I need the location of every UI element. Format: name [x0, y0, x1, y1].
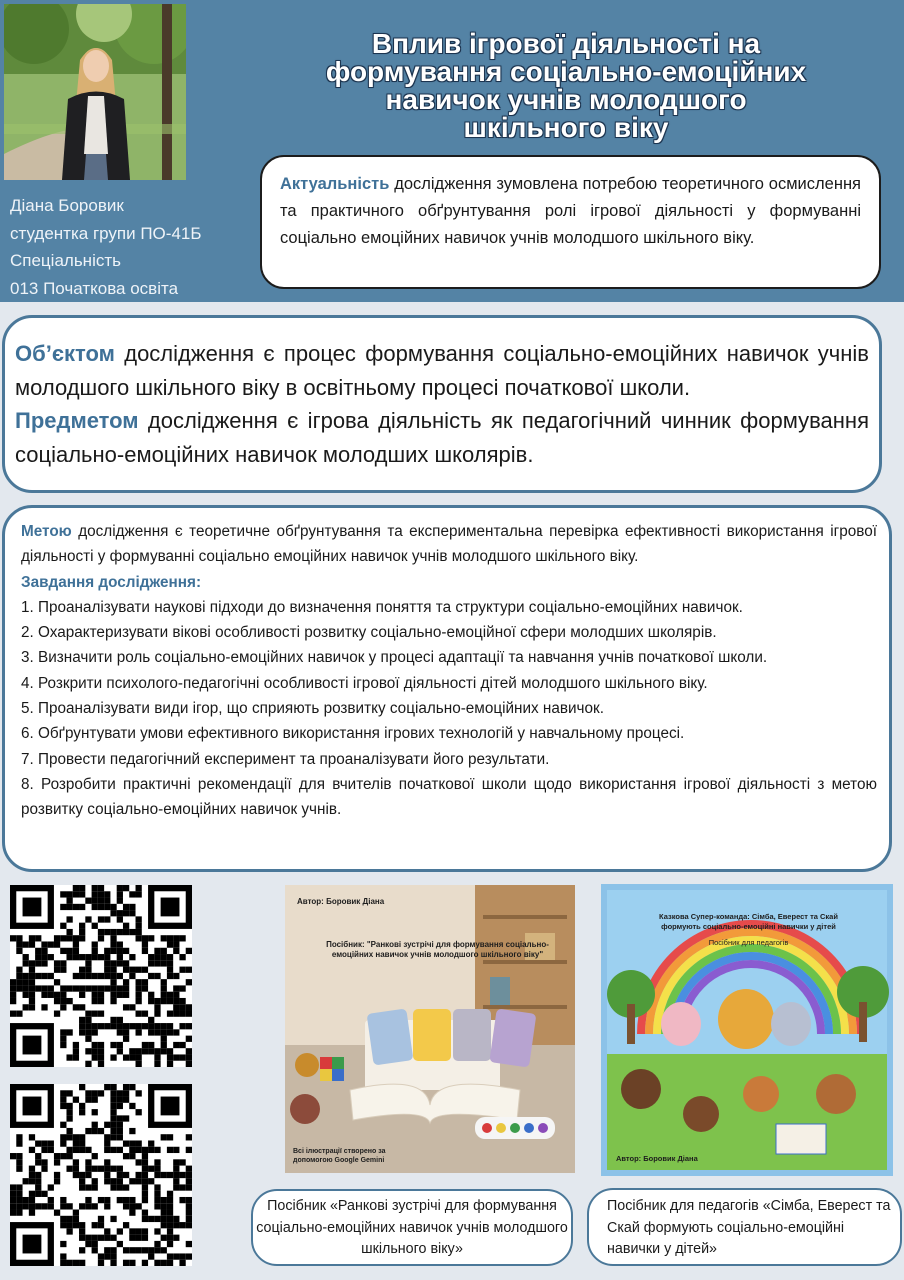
- author-name: Діана Боровик: [10, 196, 124, 215]
- book2-cover-subtitle: Посібник для педагогів: [708, 938, 789, 947]
- author-info: [10, 192, 250, 302]
- object-text: дослідження є процес формування соціально-емоційних навичок учнів молодшого шкільного віку в освітньому процесі початкової школи.: [15, 341, 869, 400]
- author-specialty-label: Спеціальність: [10, 251, 121, 270]
- author-specialty: 013 Початкова освіта: [10, 278, 179, 298]
- goal-keyword: Метою: [21, 523, 72, 540]
- book2-caption: Посібник для педагогів «Сімба, Еверест та Скай формують соціально-емоційні навички у дітей»: [587, 1188, 902, 1266]
- subject-text: дослідження є ігрова діяльність як педагогічний чинник формування соціально-емоційних навичок молодших школярів.: [15, 408, 869, 467]
- book2-cover-title: Казкова Супер-команда: Сімба, Еверест та Скай формують соціально-емоційні навички у дітей: [659, 912, 838, 931]
- qr-code-2[interactable]: [10, 1084, 192, 1266]
- task-item: 4. Розкрити психолого-педагогічні особливості ігрової діяльності дітей молодшого шкільного віку.: [21, 674, 708, 692]
- tasks-title: Завдання дослідження:: [21, 573, 202, 591]
- task-item: 8. Розробити практичні рекомендації для вчителів початкової школи щодо використання ігрової діяльності з метою розвитку соціально-емоційних навичок учнів.: [21, 775, 877, 819]
- object-keyword: Об’єктом: [15, 341, 115, 366]
- author-photo: [4, 4, 186, 180]
- goal-text: дослідження є теоретичне обґрунтування та експериментальна перевірка ефективності використання ігрової діяльності у формуванні соціально емоційних навичок учнів молодшого шкільного віку.: [21, 523, 877, 566]
- author-group: студентка групи ПО-41Б: [10, 223, 202, 243]
- book1-cover-note: Всі ілюстрації створено за допомогою Google Gemini: [293, 1148, 386, 1164]
- book1-caption: Посібник «Ранкові зустрічі для формування соціально-емоційних навичок учнів молодшого шкільного віку»: [251, 1189, 573, 1266]
- title-line: формування соціально-емоційних: [325, 56, 807, 87]
- book1-cover: [285, 885, 575, 1173]
- book2-cover: [601, 884, 893, 1176]
- title-line: навичок учнів молодшого: [385, 84, 747, 115]
- poster-title: [228, 30, 904, 142]
- task-item: 3. Визначити роль соціально-емоційних навичок у процесі адаптації та навчання учнів початкової школи.: [21, 649, 768, 667]
- relevance-text: дослідження зумовлена потребою теоретичного осмислення та практичного обґрунтування ролі ігрової діяльності у формуванні соціально емоційних навичок учнів молодшого шкільного віку.: [280, 175, 861, 247]
- task-item: 5. Проаналізувати види ігор, що сприяють розвитку соціально-емоційних навичок.: [21, 700, 604, 718]
- task-item: 1. Проаналізувати наукові підходи до визначення поняття та структури соціально-емоційних навичок.: [21, 598, 743, 616]
- task-item: 7. Провести педагогічний експеримент та проаналізувати його результати.: [21, 750, 550, 768]
- task-item: 6. Обґрунтувати умови ефективного використання ігрових технологій у навчальному процесі.: [21, 725, 685, 743]
- title-line: Вплив ігрової діяльності на: [371, 28, 761, 59]
- qr-code-1[interactable]: [10, 885, 192, 1067]
- book2-cover-author: Автор: Боровик Діана: [616, 1154, 698, 1163]
- relevance-box: [260, 155, 881, 289]
- book1-cover-title: Посібник: "Ранкові зустрічі для формування соціально-емоційних навичок учнів молодшого шкільного віку": [326, 940, 549, 959]
- goal-tasks-box: [2, 505, 892, 872]
- object-paragraph: [15, 337, 869, 404]
- goal-paragraph: [21, 519, 877, 570]
- book1-cover-author: Автор: Боровик Діана: [297, 897, 385, 906]
- subject-keyword: Предметом: [15, 408, 139, 433]
- subject-paragraph: [15, 404, 869, 471]
- task-item: 2. Охарактеризувати вікові особливості розвитку соціально-емоційної сфери молодших школярів.: [21, 624, 717, 642]
- title-line: шкільного віку: [463, 112, 669, 143]
- relevance-keyword: Актуальність: [280, 175, 390, 193]
- object-subject-box: [2, 315, 882, 493]
